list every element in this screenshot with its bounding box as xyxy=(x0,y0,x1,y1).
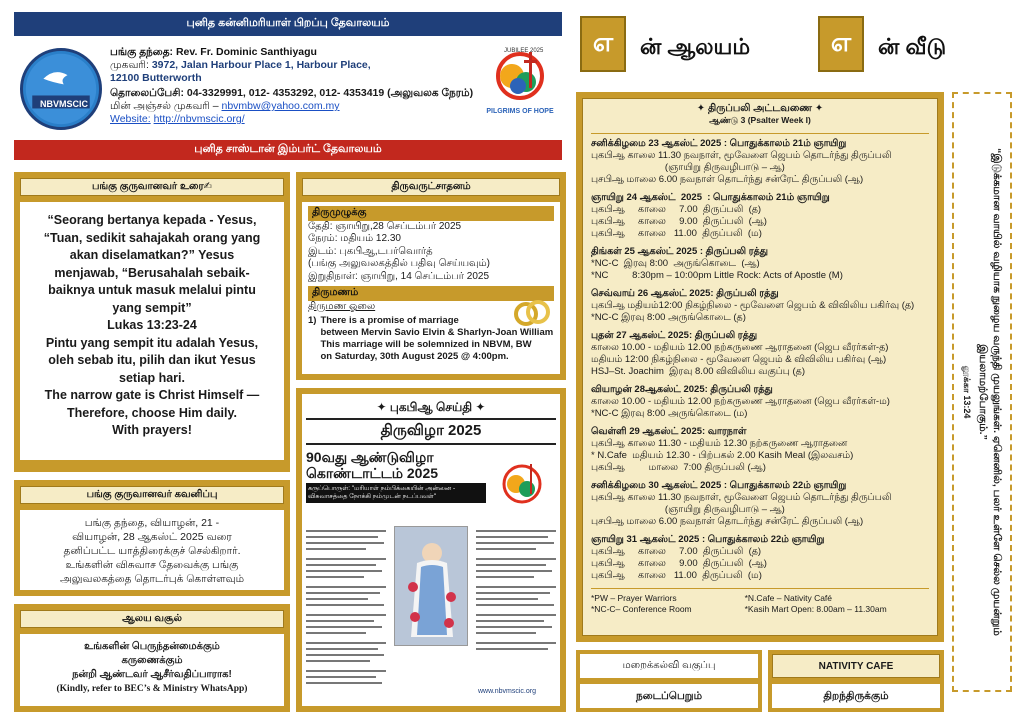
schedule-divider xyxy=(591,588,929,589)
notice-line: அலுவலகத்தை தொடர்புக் கொள்ளவும் xyxy=(59,573,245,585)
jubilee-year: JUBILEE 2025 xyxy=(504,48,544,54)
sacraments-title: திருவருட்சாதனம் xyxy=(302,178,560,196)
news-title-text: புகபிஆ செய்தி xyxy=(389,400,473,414)
parish-notice-panel xyxy=(14,480,290,596)
side-quote-content xyxy=(960,102,1004,682)
mass-schedule-panel xyxy=(576,92,944,642)
schedule-entry-line: (ஞாயிறு திருவழிபாடு – ஆ) xyxy=(591,504,785,515)
side-quote-box xyxy=(952,92,1012,692)
masthead-word-2: ன் வீடு xyxy=(878,34,947,59)
parish-word-line: Pintu yang sempit itu adalah Yesus, xyxy=(45,335,259,350)
church-title: புனித கன்னிமரியாள் பிறப்பு தேவாலயம் xyxy=(186,17,390,29)
schedule-entry-heading: ஞாயிறு 31 ஆகஸ்ட் 2025 : பொதுக்காலம் 22ம் ஞாயிறு xyxy=(591,534,825,545)
schedule-entry-line: புகபிஆ மதியம்12:00 நிகழ்நிலை - மூவேளை ஜெபம் & விவிலிய பகிர்வு (த) xyxy=(591,300,915,311)
schedule-entry-line: *NC-C இரவு 8:00 அருங்கொடை (ஆ) xyxy=(591,258,760,269)
schedule-entry-line: காலை 10.00 - மதியம் 12.00 நற்கருணை ஆராதனை (ஜெப வீரர்கள்-த) xyxy=(591,342,889,353)
website-link[interactable]: http://nbvmscic.org/ xyxy=(153,113,245,125)
side-quote-ref: லூக்கா 13:24 xyxy=(962,365,972,419)
schedule-entry xyxy=(591,192,929,240)
news-left-columns xyxy=(306,526,390,694)
schedule-entry xyxy=(591,288,929,324)
collection-title: ஆலய வசூல் xyxy=(20,610,284,628)
catechism-title: மறைக்கல்வி வகுப்பு xyxy=(580,654,758,678)
masthead-letter-1 xyxy=(580,16,626,72)
schedule-entry-line: HSJ–St. Joachim இரவு 8.00 விவிலிய வகுப்பு (த) xyxy=(591,366,805,377)
sacraments-body xyxy=(302,202,560,374)
legend-item: *Kasih Mart Open: 8.00am – 11.30am xyxy=(744,604,887,614)
collection-body xyxy=(20,634,284,706)
schedule-entry-heading: சனிக்கிழமை 30 ஆகஸ்ட் 2025 : பொதுக்காலம் 22ம் ஞாயிறு xyxy=(591,480,847,491)
schedule-entry xyxy=(591,384,929,420)
baptism-line: தேதி: ஞாயிறு,28 செப்டம்பர் 2025 xyxy=(308,220,462,232)
second-church-bar xyxy=(14,140,562,160)
schedule-subtitle: ஆண்டு 3 (Psalter Week I) xyxy=(709,115,811,125)
nativity-cafe-status: திறந்திருக்கும் xyxy=(772,684,940,708)
schedule-entry-line: * N.Cafe மதியம் 12.30 - பிற்பகல் 2.00 Kasih Meal (இலவசம்) xyxy=(591,450,854,461)
address-line1: 3972, Jalan Harbour Place 1, Harbour Place, xyxy=(151,59,371,71)
mass-schedule-body xyxy=(582,98,938,636)
banns-line: This marriage will be solemnized in NBVM, BW xyxy=(320,339,532,350)
schedule-entry xyxy=(591,426,929,474)
schedule-entry-line: *NC-C இரவு 8:00 அருங்கொடை (ம) xyxy=(591,408,748,419)
schedule-entry-line: புசபிஆ மாலை 6.00 நவநாள் தொடர்ந்து சன்ரேட் திருப்பலி (ஆ) xyxy=(591,174,864,185)
legend-item: *N.Cafe – Nativity Café xyxy=(744,593,833,603)
parish-word-line: The narrow gate is Christ Himself — xyxy=(44,388,260,402)
parish-notice-body xyxy=(20,510,284,590)
side-quote-text: “இடுக்கமான வாயில் வழியாக நுழைய வருந்தி முயலுங்கள். ஏனெனில், பலர் உள்ளே செல்ல முயன்றும் இயலாமற்போகும்.” xyxy=(977,148,1003,636)
schedule-entry-line: புகபிஆ காலை 11.30 நவநாள், மூவேளை ஜெபம் தொடர்ந்து திருப்பலி xyxy=(591,150,892,161)
schedule-entry-line: புகபிஆ காலை 9.00 திருப்பலி (ஆ) xyxy=(591,216,767,227)
parish-word-line: Therefore, choose Him daily. xyxy=(67,405,237,420)
parish-word-line: menjawab, “Berusahalah sebaik- xyxy=(54,265,250,280)
parish-word-body xyxy=(20,202,284,460)
dove-icon xyxy=(23,48,99,130)
masthead-letter-1-text: எ xyxy=(592,27,614,57)
schedule-entry xyxy=(591,480,929,528)
masthead-letter-2 xyxy=(818,16,864,72)
notice-line: வியாழன், 28 ஆகஸ்ட் 2025 வரை xyxy=(72,531,232,543)
notice-line: உங்களின் விசுவாச தேவைக்கு பங்கு xyxy=(65,559,239,571)
schedule-entry xyxy=(591,138,929,186)
text-lines-icon xyxy=(476,526,560,694)
jubilee-logo xyxy=(484,46,556,126)
phone: தொலைப்பேசி: 04-3329991, 012- 4353292, 012- 4353419 (அலுவலக நேரம்) xyxy=(110,87,474,99)
priest-name: பங்கு தந்தை: Rev. Fr. Dominic Santhiyagu xyxy=(110,46,317,58)
schedule-entry-line: புகபிஆ மாலை 7:00 திருப்பலி (ஆ) xyxy=(591,462,766,473)
schedule-entry-line: புகபிஆ காலை 7.00 திருப்பலி (த) xyxy=(591,546,762,557)
sacraments-panel xyxy=(296,172,566,380)
anniversary-line-2: கொண்டாட்டம் 2025 xyxy=(306,465,439,481)
marriage-tag: திருமணம் xyxy=(308,286,554,301)
schedule-entry-line: *NC 8:30pm – 10:00pm Little Rock: Acts of Apostle (M) xyxy=(591,270,843,281)
news-footer-url[interactable]: www.nbvmscic.org xyxy=(478,688,536,695)
schedule-entry-heading: வியாழன் 28ஆகஸ்ட் 2025: திருப்பலி ரத்து xyxy=(591,384,773,395)
collection-line-4: (Kindly, refer to BEC’s & Ministry WhatsApp) xyxy=(56,684,248,694)
festival-heading: திருவிழா 2025 xyxy=(306,418,556,445)
schedule-entry-line: புகபிஆ காலை 9.00 திருப்பலி (ஆ) xyxy=(591,558,767,569)
mary-statue-icon xyxy=(395,527,468,646)
mary-statue-image xyxy=(394,526,468,646)
website-label: Website: xyxy=(110,113,151,125)
address-line2: 12100 Butterworth xyxy=(110,72,202,84)
news-panel xyxy=(296,388,566,712)
logo-text: NBVMSCIC xyxy=(39,99,88,109)
parish-word-line: Lukas 13:23-24 xyxy=(107,318,197,332)
schedule-entry xyxy=(591,330,929,378)
collection-panel xyxy=(14,604,290,712)
wedding-rings-icon xyxy=(510,298,554,328)
catechism-panel xyxy=(576,650,762,712)
baptism-line: இறுதிநாள்: ஞாயிறு, 14 செப்டம்பர் 2025 xyxy=(308,270,490,282)
schedule-entry-line: *NC-C இரவு 8:00 அருங்கொடை (த) xyxy=(591,312,746,323)
jubilee-cross-icon xyxy=(484,46,556,108)
schedule-entry-line: புகபிஆ காலை 11.30 நவநாள், மூவேளை ஜெபம் தொடர்ந்து திருப்பலி xyxy=(591,492,892,503)
banns-label: திருமண ஓலை xyxy=(308,300,376,312)
parish-word-line: setiap hari. xyxy=(119,370,185,385)
baptism-line: இடம்: புகபிஆ,டபர்வொர்த் xyxy=(308,245,433,257)
jubilee-text: PILGRIMS OF HOPE xyxy=(486,108,554,115)
schedule-entry xyxy=(591,246,929,282)
parish-word-line: With prayers! xyxy=(112,423,192,437)
parish-word-line: “Tuan, sedikit sahajakah orang yang xyxy=(43,230,261,245)
schedule-entry-line: காலை 10.00 - மதியம் 12.00 நற்கருணை ஆராதனை (ஜெப வீரர்கள்-ம) xyxy=(591,396,890,407)
banns-line: between Mervin Savio Elvin & Sharlyn-Joan William xyxy=(320,327,554,338)
parish-word-line: akan diselamatkan?” Yesus xyxy=(69,248,235,262)
news-right-columns xyxy=(476,526,560,694)
banns-line: on Saturday, 30th August 2025 @ 4:00pm. xyxy=(320,351,509,362)
parish-notice-title: பங்கு குருவானவர் கவனிப்பு xyxy=(20,486,284,504)
nativity-cafe-panel xyxy=(768,650,944,712)
legend-item: *NC-C– Conference Room xyxy=(591,604,692,614)
schedule-entry-line: புசபிஆ மாலை 6.00 நவநாள் தொடர்ந்து சன்ரேட் திருப்பலி (ஆ) xyxy=(591,516,864,527)
schedule-entry-heading: செவ்வாய் 26 ஆகஸ்ட் 2025: திருப்பலி ரத்து xyxy=(591,288,779,299)
schedule-legend xyxy=(591,593,929,615)
banns-line: There is a promise of marriage xyxy=(320,315,459,326)
baptism-tag: திருமுழுக்கு xyxy=(308,206,554,221)
anniversary-line-1: 90வது ஆண்டுவிழா xyxy=(306,449,434,465)
parish-word-title: பங்கு குருவானவர் உரை✍ xyxy=(20,178,284,196)
schedule-entry-heading: வெள்ளி 29 ஆகஸ்ட் 2025: வாரநாள் xyxy=(591,426,747,437)
nativity-cafe-title: NATIVITY CAFE xyxy=(772,654,940,678)
email-link[interactable]: nbvmbw@yahoo.com.my xyxy=(221,100,340,112)
notice-line: தனிப்பட்ட யாத்திரைக்குச் செல்கிறார். xyxy=(63,545,241,557)
schedule-list xyxy=(591,138,929,582)
schedule-entry-heading: சனிக்கிழமை 23 ஆகஸ்ட் 2025 : பொதுக்காலம் 21ம் ஞாயிறு xyxy=(591,138,847,149)
notice-line: பங்கு தந்தை, வியாழன், 21 - xyxy=(84,517,220,529)
catechism-status: நடைப்பெறும் xyxy=(580,684,758,708)
schedule-entry-line: புகபிஆ காலை 11.00 திருப்பலி (ம) xyxy=(591,228,762,239)
collection-line-2: கருணைக்கும் xyxy=(121,655,183,666)
baptism-line: (பங்கு அலுவலகத்தில் பதிவு செய்யவும்) xyxy=(308,258,491,269)
jubilee-mini-icon xyxy=(492,458,552,510)
schedule-entry-line: (ஞாயிறு திருவழிபாடு – ஆ) xyxy=(591,162,785,173)
parish-word-panel xyxy=(14,172,290,472)
parish-logo xyxy=(20,48,102,130)
schedule-entry-line: புகபிஆ காலை 7.00 திருப்பலி (த) xyxy=(591,204,762,215)
schedule-entry-line: புகபிஆ காலை 11.00 திருப்பலி (ம) xyxy=(591,570,762,581)
church-title-bar xyxy=(14,12,562,36)
contact-block xyxy=(110,46,480,126)
news-tagline: கருப்பொருள்: "மரியாள் நம்பிக்கையின் அன்னை - விசுவாசத்தை நோக்கி நம்முடன் நடப்பவள்" xyxy=(306,483,486,503)
schedule-entry-heading: திங்கள் 25 ஆகஸ்ட் 2025 : திருப்பலி ரத்து xyxy=(591,246,769,257)
schedule-entry-heading: ஞாயிறு 24 ஆகஸ்ட் 2025 : பொதுக்காலம் 21ம் ஞாயிறு xyxy=(591,192,830,203)
schedule-entry xyxy=(591,534,929,582)
baptism-line: நேரம்: மதியம் 12.30 xyxy=(308,233,401,244)
news-poster xyxy=(302,394,560,706)
email-label: மின் அஞ்சல் முகவரி – xyxy=(110,100,219,112)
schedule-entry-line: புகபிஆ காலை 11.30 - மதியம் 12.30 நற்கருணை ஆராதனை xyxy=(591,438,848,449)
text-lines-icon xyxy=(306,526,390,694)
schedule-divider xyxy=(591,133,929,134)
legend-item: *PW – Prayer Warriors xyxy=(591,593,677,603)
masthead-letter-2-text: எ xyxy=(830,27,852,57)
schedule-entry-heading: புதன் 27 ஆகஸ்ட் 2025: திருப்பலி ரத்து xyxy=(591,330,758,341)
collection-line-3: நன்றி ஆண்டவர் ஆசீர்வதிப்பாராக! xyxy=(72,669,232,680)
parish-word-line: baiknya untuk masuk melalui pintu xyxy=(48,283,256,297)
second-church-title: புனித சாஸ்டான் இம்பர்ட் தேவாலயம் xyxy=(194,143,382,155)
collection-line-1: உங்களின் பெருந்தன்மைக்கும் xyxy=(84,641,220,652)
masthead-word-1: ன் ஆலயம் xyxy=(640,34,751,59)
address-label: முகவரி: xyxy=(110,59,149,71)
schedule-entry-line: மதியம் 12:00 நிகழ்நிலை - மூவேளை ஜெபம் & விவிலிய பகிர்வு (ஆ) xyxy=(591,354,887,365)
banns-number: 1) xyxy=(308,315,317,326)
news-title: ✦ புகபிஆ செய்தி ✦ xyxy=(376,400,486,414)
schedule-title: ✦ திருப்பலி அட்டவணை ✦ xyxy=(696,103,824,114)
parish-word-line: oleh sebab itu, pilih dan ikut Yesus xyxy=(48,353,256,367)
parish-word-line: yang sempit” xyxy=(112,300,192,315)
parish-word-line: “Seorang bertanya kepada - Yesus, xyxy=(47,213,257,227)
